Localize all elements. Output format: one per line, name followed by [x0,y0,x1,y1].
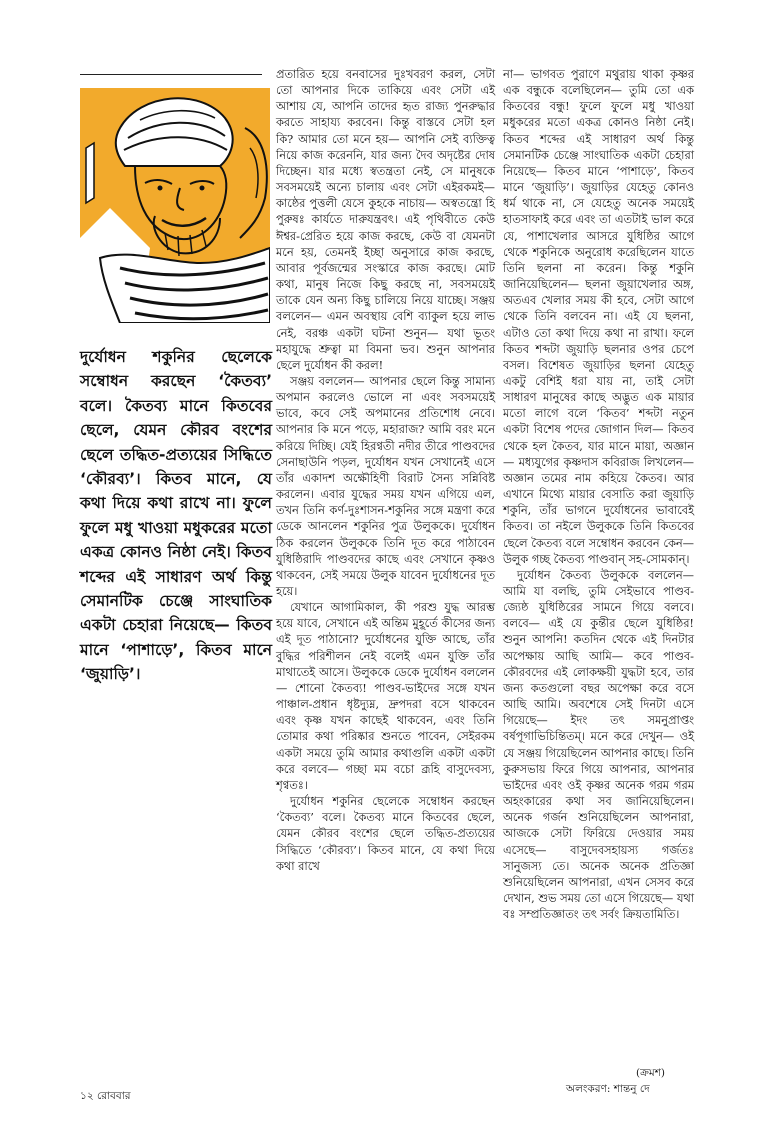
pull-quote: দুর্যোধন শকুনির ছেলেকে সম্বোধন করছেন ‘কৈতব্য’ বলে। কৈতব্য মানে কিতবের ছেলে, যেমন কৌরব বংশের ছেলে তদ্ধিত-প্রত্যয়ের সিদ্ধিতে ‘কৌরব্য’। কিতব মানে, যে কথা দিয়ে কথা রাখে না। ফুলে ফুলে মধু খাওয়া মধুকরের মতো একত্র কোনও নিষ্ঠা নেই। কিতব শব্দের এই সাধারণ অর্থ কিন্তু সেমানটিক চেঞ্জে সাংঘাতিক একটা চেহারা নিয়েছে— কিতব মানে ‘পাশাড়ে’, কিতব মানে ‘জুয়াড়ি’। [80,348,272,684]
illustration-figure [80,88,270,323]
paragraph: দুর্যোধন শকুনির ছেলেকে সম্বোধন করছেন ‘কৈতব্য’ বলে। কৈতব্য মানে কিতবের ছেলে, যেমন কৌরব বংশের ছেলে তদ্ধিত-প্রত্যয়ের সিদ্ধিতে ‘কৌরব্য’। কিতব মানে, যে কথা দিয়ে কথা রাখে [276,794,495,873]
illustration-credit: অলংকরণ: শান্তনু দে [566,1083,650,1095]
middle-column [276,66,495,874]
page-footer: ১২ রোববার [80,1090,131,1102]
paragraph: প্রতারিত হয়ে বনবাসের দুঃখবরণ করল, সেটা তো আপনার দিকে তাকিয়ে এবং সেটা এই আশায় যে, আপনি তাদের হৃত রাজ্য পুনরুদ্ধার করতে সাহায্য করবেন। কিন্তু বাস্তবে সেটা হল কি? আমার তো মনে হয়— আপনি সেই ব্যক্তিত্ব নিয়ে কাজ করেননি, যার জন্য দৈব অদৃষ্টের দোষ দিচ্ছেন। যার মধ্যে স্বতন্ত্রতা নেই, সে মানুষকে সবসময়েই অন্যে চালায় এবং সেটা এইরকমই— কাষ্ঠের পুত্তলী যেসে কুহকে নাচায়— অস্বতন্ত্রো হি পুরুষঃ কার্যতে দারুযন্ত্রবৎ। এই পৃথিবীতে কেউ ঈশ্বর-প্রেরিত হয়ে কাজ করছে, কেউ বা যেমনটা মনে হয়, তেমনই ইচ্ছা অনুসারে কাজ করছে, আবার পূর্বজন্মের সংস্কারে কাজ করছে। মোট কথা, মানুষ নিজে কিছু করছে না, সবসময়েই তাকে যেন অন্য কিছু চালিয়ে নিয়ে যাচ্ছে। সঞ্জয় বললেন— এমন অবস্থায় বেশি ব্যাকুল হয়ে লাভ নেই, বরঞ্চ একটা ঘটনা শুনুন— যথা ভূতং মহাযুদ্ধে শ্রুত্বা মা বিমনা ভব। শুনুন আপনার ছেলে দুর্যোধন কী করল! [276,67,495,372]
paragraph: দুর্যোধন কৈতব্য উলুককে বললেন— আমি যা বলছি, তুমি সেইভাবে পাণ্ডব-জ্যেষ্ঠ যুধিষ্ঠিরের সামনে গিয়ে বলবে। বলবে— এই যে কুন্তীর ছেলে যুধিষ্ঠির! শুনুন আপনি! কতদিন থেকে এই দিনটার অপেক্ষায় আছি আমি— কবে পাণ্ডব-কৌরবদের এই লোকক্ষয়ী যুদ্ধটা হবে, তার জন্য কতগুলো বছর অপেক্ষা করে বসে আছি আমি। অবশেষে সেই দিনটা এসে গিয়েছে— ইদং তৎ সমনুপ্রাপ্তং বর্ষপূগাভিচিন্তিতম্‌। মনে করে দেখুন— ওই যে সঞ্জয় গিয়েছিলেন আপনার কাছে। তিনি কুরুসভায় ফিরে গিয়ে আপনার, আপনার ভাইদের এবং ওই কৃষ্ণর অনেক গরম গরম অহংকারের কথা সব জানিয়েছিলেন। অনেক গর্জন শুনিয়েছিলেন আপনারা, আজকে সেটা ফিরিয়ে দেওয়ার সময় এসেছে— বাসুদেবসহায়স্য গর্জতঃ সানুজস্য তে। অনেক অনেক প্রতিজ্ঞা শুনিয়েছিলেন আপনারা, এখন সেসব করে দেখান, শুভ সময় তো এসে গিয়েছে— যথা বঃ সম্প্রতিজ্ঞাতং তৎ সর্বং ক্রিয়তামিতি। [503,567,694,922]
paragraph: যেখানে আগামিকাল, কী পরশু যুদ্ধ আরম্ভ হয়ে যাবে, সেখানে এই অন্তিম মুহূর্তে কীসের জন্য এই দূত পাঠানো? দুর্যোধনের যুক্তি আছে, তাঁর বুদ্ধির পরিশীলন নেই বলেই এমন যুক্তি তাঁর মাথাতেই আসে। উলুককে ডেকে দুর্যোধন বললেন— শোনো কৈতব্য! পাণ্ডব-ভাইদের সঙ্গে যখন পাঞ্চাল-প্রধান ধৃষ্টদ্যুম্ন, দ্রুপদরা বসে থাকবেন এবং কৃষ্ণ যখন কাছেই থাকবেন, এবং তিনি তোমার কথা পরিষ্কার শুনতে পাবেন, সেইরকম একটা সময়ে তুমি আমার কথাগুলি একটা একটা করে বলবে— গচ্ছা মম বচো ব্রূহি বাসুদেবস্য, শৃণ্বতঃ। [276,600,495,792]
illustration [80,88,270,323]
top-rule [80,74,262,75]
paragraph: না— ভাগবত পুরাণে মথুরায় থাকা কৃষ্ণর এক বন্ধুকে বলেছিলেন— তুমি তো এক কিতবের বন্ধু! ফুলে ফুলে মধু খাওয়া মধুকরের মতো একত্র কোনও নিষ্ঠা নেই। কিতব শব্দের এই সাধারণ অর্থ কিন্তু সেমানটিক চেঞ্জে সাংঘাতিক একটা চেহারা নিয়েছে— কিতব মানে ‘পাশাড়ে’, কিতব মানে ‘জুয়াড়ি’। জুয়াড়ির যেহেতু কোনও ধর্ম থাকে না, সে যেহেতু অনেক সময়েই হাতসাফাই করে এবং তা এতটাই ভাল করে যে, পাশাখেলার আসরে যুধিষ্ঠির আগে থেকে শকুনিকে অনুরোধ করেছিলেন যাতে তিনি ছলনা না করেন। কিন্তু শকুনি জানিয়েছিলেন— ছলনা জুয়াখেলার অঙ্গ, অতএব খেলার সময় কী হবে, সেটা আগে থেকে তিনি বলবেন না। এই যে ছলনা, এটাও তো কথা দিয়ে কথা না রাখা। ফলে কিতব শব্দটা জুয়াড়ি ছলনার ওপর চেপে বসল। বিশেষত জুয়াড়ির ছলনা যেহেতু একটু বেশিই ধরা যায় না, তাই সেটা সাধারণ মানুষের কাছে অদ্ভুত এক মায়ার মতো লাগে বলে ‘কিতব’ শব্দটা নতুন একটা বিশেষ পদের জোগান দিল— কিতব থেকে হল কৈতব, যার মানে মায়া, অজ্ঞান— মধ্যযুগের কৃষ্ণদাস কবিরাজ লিখলেন— অজ্ঞান তমের নাম কহিয়ে কৈতব। আর এখানে মিথ্যে মায়ার বেসাতি করা জুয়াড়ি শকুনি, তাঁর ভাগনে দুর্যোধনের ভাবাবেই কিতব। তা নইলে উলুককে তিনি কিতবের ছেলে কৈতব্য বলে সম্বোধন করবেন কেন— উলুক গচ্ছ কৈতব্য পাণ্ডবান্‌ সহ-সোমকান্‌। [503,67,694,566]
right-column [503,66,694,922]
continued-mark: (ক্রমশ) [636,1067,666,1079]
paragraph: সঞ্জয় বললেন— আপনার ছেলে কিন্তু সামান্য অপমান করলেও ভোলে না এবং সবসময়েই ভাবে, কবে সেই অপমানের প্রতিশোধ নেবে। আপনার কি মনে পড়ে, মহারাজ? আমি বরং মনে করিয়ে দিচ্ছি। যেই হিরণ্বতী নদীর তীরে পাণ্ডবদের সেনাছাউনি পড়ল, দুর্যোধন যখন সেখানেই এসে তাঁর একাদশ অক্ষৌহিণী বিরাট সৈন্য সন্নিবিষ্ট করলেন। এবার যুদ্ধের সময় যখন এগিয়ে এল, তখন তিনি কর্ণ-দুঃশাসন-শকুনির সঙ্গে মন্ত্রণা করে ডেকে আনলেন শকুনির পুত্র উলুককে। দুর্যোধন ঠিক করলেন উলুককে তিনি দূত করে পাঠাবেন যুধিষ্ঠিরাদি পাণ্ডবদের কাছে এবং সেখানে কৃষ্ণও থাকবেন, সেই সময়ে উলুক যাবেন দুর্যোধনের দূত হয়ে। [276,373,495,598]
